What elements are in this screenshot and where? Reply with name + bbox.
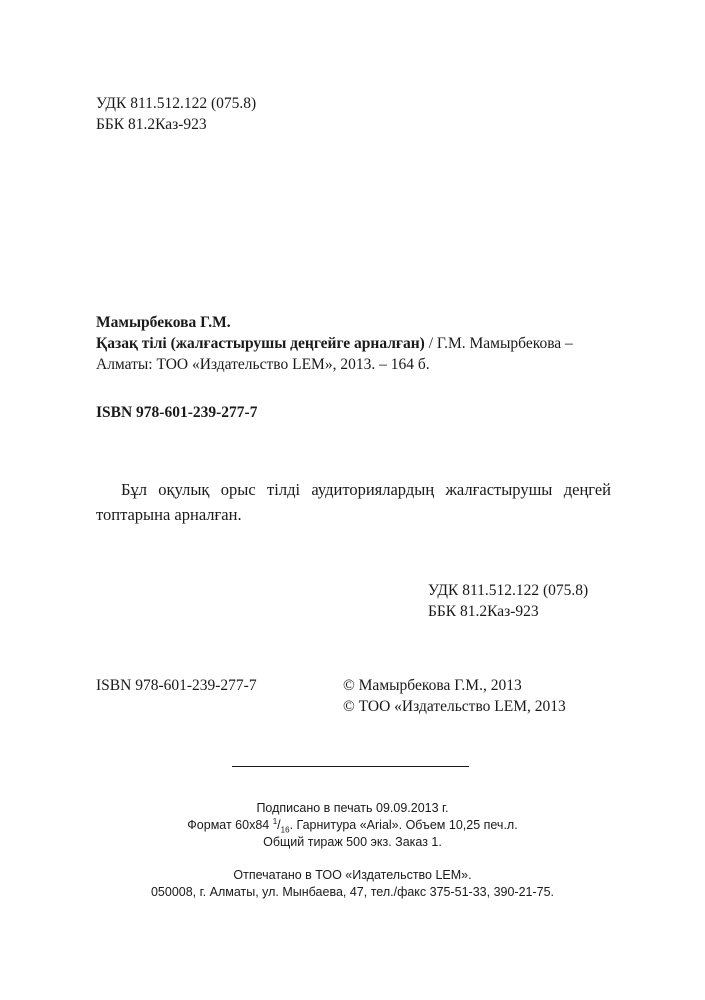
top-classification-codes <box>96 93 256 135</box>
book-title: Қазақ тілі (жалғастырушы деңгейге арналған) <box>96 335 425 352</box>
isbn-bottom: ISBN 978-601-239-277-7 <box>96 677 257 694</box>
bbk-code: ББК 81.2Каз-923 <box>96 116 207 133</box>
imprint-block <box>0 800 705 901</box>
bibliographic-record <box>96 312 626 375</box>
udk-code: УДК 811.512.122 (075.8) <box>96 95 257 112</box>
printer-address: 050008, г. Алматы, ул. Мынбаева, 47, тел./факс 375-51-33, 390-21-75. <box>150 885 555 899</box>
isbn-main: ISBN 978-601-239-277-7 <box>96 404 258 421</box>
copyright-author: © Мамырбекова Г.М., 2013 <box>343 677 522 694</box>
publication-info: Алматы: ТОО «Издательство LEM», 2013. – 164 б. <box>96 356 430 373</box>
copyright-block <box>343 675 566 717</box>
copyright-publisher: © ТОО «Издательство LEM, 2013 <box>343 698 566 715</box>
annotation: Бұл оқулық орыс тілді аудиториялардың жалғастырушы деңгей топтарына арналған. <box>96 480 611 524</box>
format-fraction-numerator: 1 <box>272 816 278 826</box>
responsibility-statement: / Г.М. Мамырбекова – <box>424 335 573 352</box>
format-line: Формат 60х84 $^1/_{16}$. Гарнитура «Arial». Объем 10,25 печ.л. <box>187 816 518 835</box>
title-line <box>96 333 626 354</box>
bbk-code-right: ББК 81.2Каз-923 <box>428 603 539 620</box>
printed-by: Отпечатано в ТОО «Издательство LEM». <box>233 868 472 882</box>
format-fraction-denominator: 16 <box>280 825 290 835</box>
author-name: Мамырбекова Г.М. <box>96 314 231 331</box>
right-classification-codes <box>428 580 588 622</box>
udk-code-right: УДК 811.512.122 (075.8) <box>428 582 589 599</box>
divider-line <box>232 766 469 767</box>
signed-date: Подписано в печать 09.09.2013 г. <box>256 801 449 815</box>
circulation-line: Общий тираж 500 экз. Заказ 1. <box>263 835 442 849</box>
